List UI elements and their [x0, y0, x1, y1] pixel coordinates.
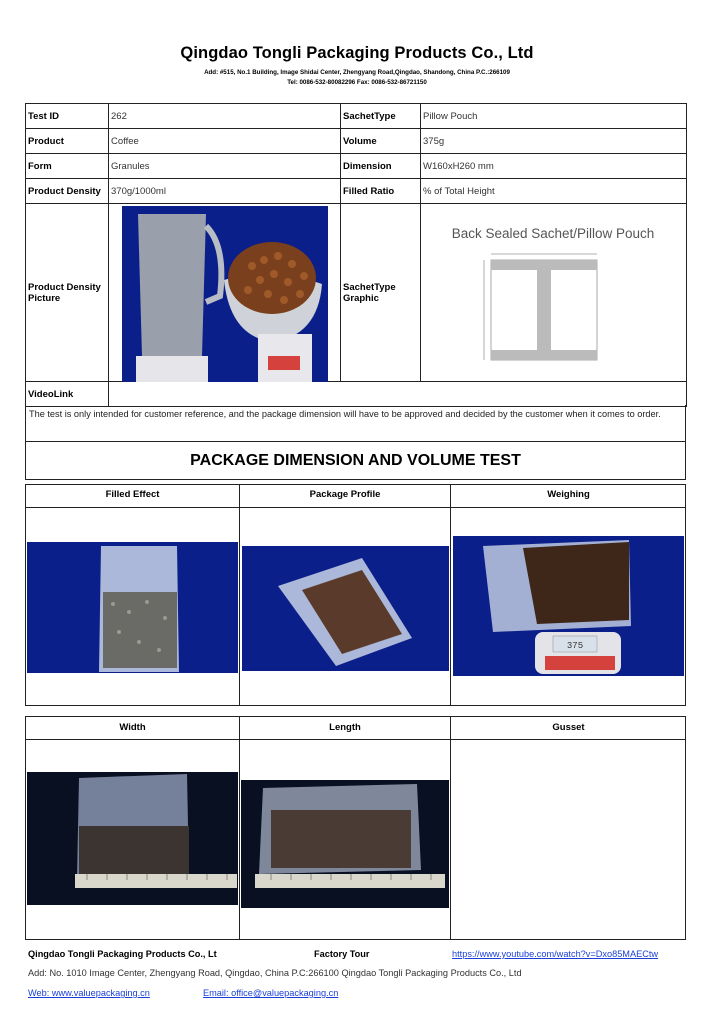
product-value: Coffee: [109, 129, 341, 154]
filled-ratio-value: % of Total Height: [421, 179, 687, 204]
section-title: PACKAGE DIMENSION AND VOLUME TEST: [25, 442, 686, 480]
weighing-image: [453, 536, 684, 676]
density-photo: [122, 206, 328, 382]
length-photo: [241, 780, 449, 908]
form-value: Granules: [109, 154, 341, 179]
column-weighing: Weighing: [547, 489, 590, 500]
disclaimer-note: The test is only intended for customer reference, and the package dimension will have to be approved and decided by the customer when it comes to order.: [25, 405, 686, 442]
package-profile-photo: [242, 546, 449, 671]
density-photo-image: [122, 206, 328, 382]
factory-tour-video-link[interactable]: https://www.youtube.com/watch?v=Dxo85MAECtw: [452, 949, 659, 959]
test-id-label: Test ID: [26, 104, 109, 129]
column-width: Width: [119, 722, 146, 733]
footer-company: Qingdao Tongli Packaging Products Co., Lt: [28, 949, 217, 959]
sachet-graphic-label: SachetType Graphic: [341, 204, 421, 382]
sachet-graphic-title: Back Sealed Sachet/Pillow Pouch: [451, 226, 655, 241]
volume-value: 375g: [421, 129, 687, 154]
length-measure-image: [241, 780, 449, 908]
footer-factory-tour: Factory Tour: [314, 949, 370, 959]
sachet-type-label: SachetType: [341, 104, 421, 129]
column-gusset: Gusset: [552, 722, 585, 733]
density-value: 370g/1000ml: [109, 179, 341, 204]
videolink-label: VideoLink: [26, 382, 109, 407]
company-contact: Tel: 0086-532-80082296 Fax: 0086-532-86721150: [287, 79, 427, 86]
volume-label: Volume: [341, 129, 421, 154]
website-link[interactable]: Web: www.valuepackaging.cn: [28, 988, 150, 998]
column-package-profile: Package Profile: [309, 489, 381, 500]
profile-bag-image: [242, 546, 449, 671]
footer-address: Add: No. 1010 Image Center, Zhengyang Road, Qingdao, China P.C:266100 Qingdao Tongli Packaging Products Co., Ltd: [28, 968, 522, 978]
email-link[interactable]: Email: office@valuepackaging.cn: [203, 988, 339, 998]
filled-bag-image: [27, 542, 238, 673]
sachet-graphic: [424, 218, 682, 378]
test-id-value: 262: [109, 104, 341, 129]
filled-ratio-label: Filled Ratio: [341, 179, 421, 204]
pillow-pouch-diagram: [424, 218, 682, 378]
dimension-value: W160xH260 mm: [421, 154, 687, 179]
company-title: Qingdao Tongli Packaging Products Co., Ltd: [180, 44, 534, 62]
column-filled-effect: Filled Effect: [105, 489, 160, 500]
scale-reading: 375: [566, 641, 584, 651]
videolink-value: [109, 382, 687, 407]
width-measure-image: [27, 772, 238, 905]
product-label: Product: [26, 129, 109, 154]
width-photo: [27, 772, 238, 905]
dimension-label: Dimension: [341, 154, 421, 179]
company-address: Add: #515, No.1 Building, Image Shidai Center, Zhengyang Road,Qingdao, Shandong, China P.C.:266109: [204, 69, 510, 76]
density-label: Product Density: [26, 179, 109, 204]
column-length: Length: [329, 722, 361, 733]
sachet-type-value: Pillow Pouch: [421, 104, 687, 129]
weighing-photo: [453, 536, 684, 676]
form-label: Form: [26, 154, 109, 179]
density-picture-label: Product Density Picture: [26, 204, 109, 382]
filled-effect-photo: [27, 542, 238, 673]
